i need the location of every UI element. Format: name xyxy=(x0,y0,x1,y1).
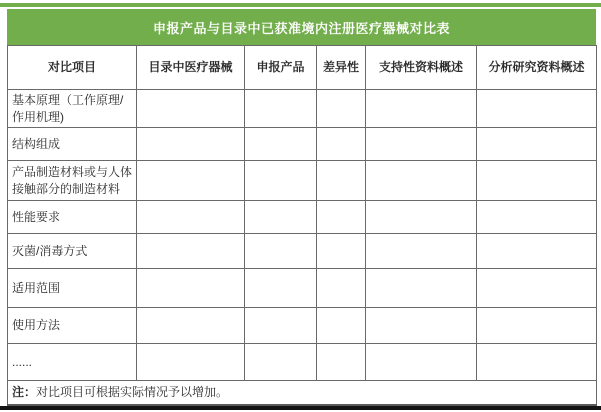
empty-cell xyxy=(366,344,477,381)
empty-cell xyxy=(245,128,317,161)
empty-cell xyxy=(317,269,366,308)
empty-cell xyxy=(245,90,317,128)
table-title: 申报产品与目录中已获准境内注册医疗器械对比表 xyxy=(152,20,450,36)
column-header-catalog-device: 目录中医疗器械 xyxy=(137,46,245,90)
empty-cell xyxy=(317,234,366,269)
empty-cell xyxy=(477,201,597,234)
empty-cell xyxy=(245,201,317,234)
table-container xyxy=(7,9,596,406)
table-row xyxy=(8,161,597,201)
empty-cell xyxy=(245,234,317,269)
row-label-structure: 结构组成 xyxy=(8,128,137,161)
empty-cell xyxy=(317,161,366,201)
empty-cell xyxy=(477,308,597,344)
empty-cell xyxy=(477,344,597,381)
empty-cell xyxy=(366,234,477,269)
empty-cell xyxy=(137,234,245,269)
empty-cell xyxy=(137,201,245,234)
empty-cell xyxy=(137,161,245,201)
empty-cell xyxy=(317,308,366,344)
top-green-strip xyxy=(0,3,601,7)
row-label-sterilization: 灭菌/消毒方式 xyxy=(8,234,137,269)
empty-cell xyxy=(477,128,597,161)
empty-cell xyxy=(137,90,245,128)
empty-cell xyxy=(245,161,317,201)
empty-cell xyxy=(477,90,597,128)
table-row xyxy=(8,234,597,269)
empty-cell xyxy=(477,269,597,308)
table-note xyxy=(8,381,597,405)
table-header-row xyxy=(8,46,597,90)
row-label-scope: 适用范围 xyxy=(8,269,137,308)
comparison-table xyxy=(7,45,597,406)
empty-cell xyxy=(245,308,317,344)
table-row xyxy=(8,308,597,344)
column-header-difference: 差异性 xyxy=(317,46,366,90)
column-header-analysis-data: 分析研究资料概述 xyxy=(477,46,597,90)
column-header-declared-product: 申报产品 xyxy=(245,46,317,90)
empty-cell xyxy=(317,128,366,161)
empty-cell xyxy=(137,269,245,308)
table-title-bar xyxy=(7,9,596,45)
empty-cell xyxy=(317,201,366,234)
empty-cell xyxy=(366,161,477,201)
empty-cell xyxy=(366,90,477,128)
column-header-comparison-item: 对比项目 xyxy=(8,46,137,90)
empty-cell xyxy=(245,344,317,381)
row-label-ellipsis: ...... xyxy=(8,344,137,381)
empty-cell xyxy=(366,308,477,344)
table-row xyxy=(8,128,597,161)
row-label-performance: 性能要求 xyxy=(8,201,137,234)
note-text: 对比项目可根据实际情况予以增加。 xyxy=(36,385,229,400)
empty-cell xyxy=(477,161,597,201)
note-prefix: 注： xyxy=(12,385,37,400)
empty-cell xyxy=(137,308,245,344)
row-label-basic-principle: 基本原理（工作原理/作用机理) xyxy=(8,90,137,128)
table-row xyxy=(8,269,597,308)
table-row xyxy=(8,90,597,128)
bottom-black-bar xyxy=(0,406,601,410)
empty-cell xyxy=(366,128,477,161)
column-header-supporting-data: 支持性资料概述 xyxy=(366,46,477,90)
empty-cell xyxy=(477,234,597,269)
table-row xyxy=(8,344,597,381)
table-note-row xyxy=(8,381,597,405)
table-row xyxy=(8,201,597,234)
empty-cell xyxy=(137,128,245,161)
empty-cell xyxy=(137,344,245,381)
empty-cell xyxy=(317,90,366,128)
row-label-materials: 产品制造材料或与人体接触部分的制造材料 xyxy=(8,161,137,201)
row-label-usage: 使用方法 xyxy=(8,308,137,344)
empty-cell xyxy=(366,201,477,234)
empty-cell xyxy=(245,269,317,308)
empty-cell xyxy=(317,344,366,381)
empty-cell xyxy=(366,269,477,308)
